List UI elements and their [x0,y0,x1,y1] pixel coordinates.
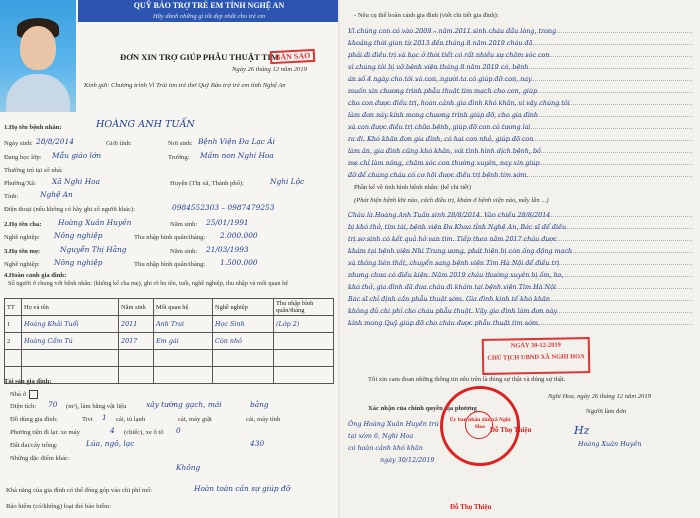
applicant-label: Người làm đơn [586,408,627,415]
table-row [5,333,334,350]
reason-text: vì chúng tôi bị vỡ bệnh viện tháng 8 năm 2019 có, bệnh [348,63,529,71]
commitment-text: Tôi xin cam đoan những thông tin nêu trên là đúng sự thật và đúng sự thật. [368,376,566,383]
table-cell [274,333,334,350]
car-label: (chiếc), xe ô tô [124,429,164,436]
reason-text: ra đi. Khó khăn đơn gia đình, có hai con nhỏ, giúp đỡ con [348,135,534,143]
table-cell: 2011 [119,316,154,333]
signing-date: Nghi Hoa, ngày 26 tháng 12 năm 2019 [548,393,651,400]
reason-text: đỡ để chúng cháu có cơ hội được điều trị bệnh tim sớm. [348,171,529,179]
roof-value: bằng [250,400,269,409]
father-year-label: Năm sinh: [170,221,198,228]
mother-year: 21/03/1993 [206,245,249,254]
copy-stamp: BẢN SAO [270,49,316,64]
study-value: Mẫu giáo lớn [52,151,102,160]
seal-star-ring [465,411,493,439]
insurance-label: Bảo hiểm (có/không) loại thẻ bảo hiểm: [6,503,112,510]
section-3-label: 3.Họ tên mẹ: [4,248,41,255]
intro-text: Kính gửi: Chương trình Vì Trái tim trẻ thơ Quỹ Bảo trợ trẻ em tỉnh Nghệ An [84,82,286,89]
table-cell: Hoàng Cẩm Tú [22,333,119,350]
local-confirm-line: có hoàn cảnh khó khăn [348,444,423,452]
right-page [340,0,700,518]
washer-label: cái, máy giặt [178,416,212,423]
phone-value: 0984552303 – 0987479253 [172,203,275,212]
dob-value: 28/8/2014 [36,137,74,146]
assets-title: Tài sản gia đình: [4,378,52,385]
banner-title: QUỸ BẢO TRỢ TRẺ EM TỈNH NGHỆ AN [133,1,285,10]
reason-text: làm đơn này kính mong chương trình giúp đỡ, cho gia đình [348,111,539,119]
illness-text: trị sơ sinh có kết quả hở van tim. Tiếp theo năm 2017 cháu được [348,235,557,243]
form-date: Ngày 26 tháng 12 năm 2019 [232,66,307,73]
section-2-label: 2.Họ tên cha: [4,221,42,228]
table-cell: Hoàng Khải Tuổi [22,316,119,333]
land-area: 430 [250,439,265,448]
form-title: ĐƠN XIN TRỢ GIÚP PHẪU THUẬT TIM [120,52,279,62]
reason-text: khoảng thời gian từ 2013 đến tháng 8 năm 2019 cháu đã [348,39,533,47]
material-value: xây tường gạch, mái [146,400,222,409]
school-value: Mầm non Nghi Hoa [200,151,274,160]
table-header: Họ và tên [22,299,119,316]
table-header: Năm sinh [119,299,154,316]
mother-name: Nguyễn Thị Hằng [60,245,127,254]
table-row [5,350,334,367]
hospital-value: Bệnh Viện Đa Lạc Ái [198,137,275,146]
reason-text: án số 4 ngày cho tôi và con, người ta có giúp đỡ con, nay [348,75,532,83]
sex-label: Giới tính: [106,140,132,147]
local-confirm-line: Ông Hoàng Xuân Huyền trú [348,420,439,428]
table-row [5,316,334,333]
reason-text: cho con được điều trị, hoàn cảnh gia đình khó khăn, vì vậy chúng tôi [348,99,570,107]
father-name: Hoàng Xuân Huyền [58,218,132,227]
material-label: (m²), làm bằng vật liệu [66,403,127,410]
father-job-label: Nghề nghiệp: [4,234,40,241]
reason-question: - Nêu cụ thể hoàn cảnh gia đình (viết chi tiết gia đình): [354,12,499,19]
table-cell: Học Sinh [213,316,274,333]
reason-text: làm ăn, gia đình cũng khó khăn, với tình hình dịch bệnh, bố [348,147,541,155]
illness-text: và thông liên thất, chuyển sang bệnh viện Tim Hà Nội để điều trị [348,259,560,267]
stamp-date: NGÀY 30-12-2019 [510,341,561,350]
land-value: Lúa, ngô, lạc [86,439,135,448]
tv-value: 1 [102,413,107,422]
address-label: Thường trú tại số nhà: [4,167,63,174]
mother-year-label: Năm sinh: [170,248,198,255]
ward-value: Xã Nghi Hoa [52,177,100,186]
local-confirm-line: ngày 30/12/2019 [380,456,435,464]
dob-label: Ngày sinh: [4,140,33,147]
table-cell: 1 [5,316,22,333]
province-value: Nghệ An [40,190,73,199]
illness-text: khó thở, gia đình đã đưa cháu đi khám tại bệnh viện Tim Hà Nội [348,283,556,291]
table-cell: 2 [5,333,22,350]
mother-job: Nông nghiệp [54,258,103,267]
mother-income-label: Thu nhập bình quân/tháng: [134,261,206,268]
district-value: Nghi Lộc [270,177,305,186]
stamp-org: CHỦ TỊCH UBND XÃ NGHI HOA [487,353,585,362]
reason-text: phải đi điều trị và học ở thời tiết có rất nhiều sự chăm sóc con [348,51,550,59]
area-value: 70 [48,400,58,409]
table-cell: Còn nhỏ [213,333,274,350]
photo-shirt [6,74,70,112]
computer-label: cái, máy tính [246,416,281,423]
other-label: Những đặc điểm khác: [10,455,70,462]
house-text: Nhà ở [10,391,27,399]
fridge-label: cái, tủ lạnh [116,416,146,423]
house-label [10,390,38,399]
illness-subquestion: (Phát hiện bệnh khi nào, cách điều trị, khám ở bệnh viện nào, mấy lần ...) [354,197,549,204]
table-header: Nghề nghiệp [213,299,274,316]
reason-text: và con được điều trị chữa bệnh, giúp đỡ con có tương lai [348,123,531,131]
ward-label: Phường/Xã: [4,180,36,187]
house-checkbox [29,390,38,399]
local-confirm-label: Xác nhận của chính quyền địa phương [368,405,477,412]
table-header: TT [5,299,22,316]
reason-line [348,164,692,177]
table-cell: (Lớp 2) [274,316,334,333]
illness-text: nhưng chưa có điều kiện. Năm 2019 cháu thường xuyên bị ốm, ho, [348,271,564,279]
table-cell: 2017 [119,333,154,350]
applicant-signature: Hz [574,424,590,437]
left-page [0,0,340,518]
reason-text: mẹ chỉ làm nông, chăm sóc con thường xuyên, nay xin giúp [348,159,540,167]
illness-text: kính mong Quỹ giúp đỡ cho cháu được phẫu thuật tim sớm. [348,319,540,327]
district-label: Huyện (Thị xã, Thành phố): [170,180,245,187]
illness-line [348,312,692,325]
illness-text: không đủ chi phí cho cháu phẫu thuật. Vậy gia đình làm đơn này [348,307,558,315]
reason-text: Vì chúng con có vào 2009 – năm 2011 sinh cháu đầu lòng, trong [348,27,557,35]
table-cell: Anh Trai [154,316,213,333]
illness-text: Cháu là Hoàng Anh Tuấn sinh 28/8/2014. Vào chiều 28/8/2014 [348,211,551,219]
official-name-stamp: Đỗ Thọ Thiệu [490,426,532,434]
hospital-label: Nơi sinh: [168,140,193,147]
father-year: 25/01/1991 [206,218,249,227]
other-value: Không [176,463,201,472]
applicant-name: Hoàng Xuân Huyền [578,440,642,448]
mother-income: 1.500.000 [220,258,258,267]
household-question: Số người ở chung với bệnh nhân: (không kể cha mẹ), ghi rõ họ tên, tuổi, nghề nghiệp, thu nhập và mối quan hệ [8,280,289,287]
table-header: Mối quan hệ [154,299,213,316]
seal-text: Ủy ban nhân dân xã Nghi Hoa [449,417,511,430]
area-label: Diện tích: [10,403,37,410]
father-job: Nông nghiệp [54,231,103,240]
motorbike-value: 4 [110,426,115,435]
table-header: Thu nhập bình quân/tháng [274,299,334,316]
photo-face [20,26,56,70]
section-4-label: 4.Hoàn cảnh gia đình: [4,272,67,279]
illness-text: bị khó thở, tím tái, bệnh viện Đa Khoa tỉnh Nghệ An, Bác sĩ để điều [348,223,567,231]
land-label: Đất đai/cây trồng: [10,442,58,449]
illness-text: Bác sĩ chỉ định cần phẫu thuật sớm. Gia đình kinh tế khó khăn [348,295,550,303]
section-1-label: 1.Họ tên bệnh nhân: [4,124,62,131]
official-name-bottom: Đỗ Thọ Thiệu [450,503,492,511]
pay-value: Hoàn toàn cần sự giúp đỡ [194,484,291,493]
study-label: Đang học lớp: [4,154,42,161]
mother-job-label: Nghề nghiệp: [4,261,40,268]
table-cell: Em gái [154,333,213,350]
tv-label: Tivi [82,416,93,423]
reason-text: muốn xin chương trình phẫu thuật tim mạch cho con, giúp [348,87,538,95]
school-label: Trường: [168,154,190,161]
patient-name: HOÀNG ANH TUẤN [96,119,195,130]
illness-text: khám tại bệnh viện Nhi Trung ương, phát hiện bị còn ống động mạch [348,247,573,255]
phone-label: Điện thoại (nếu không có hãy ghi số người khác): [4,206,136,213]
father-income: 2.000.000 [220,231,258,240]
transport-label: Phương tiện đi lại: xe máy [10,429,80,436]
table-header-row [5,299,334,316]
local-confirm-line: tại xóm 6, Nghi Hoa [348,432,414,440]
patient-photo [0,0,76,112]
pay-label: Khả năng của gia đình có thể đóng góp vào chi phí mổ: [6,487,153,494]
father-income-label: Thu nhập bình quân/tháng: [134,234,206,241]
car-value: 0 [176,426,181,435]
table-row [5,367,334,384]
devices-label: Đồ dùng gia đình: [10,416,58,423]
confirmation-stamp [482,337,591,375]
household-table [4,298,334,384]
province-label: Tỉnh: [4,193,19,200]
banner-subtitle: Hãy dành những gì tốt đẹp nhất cho trẻ em [152,13,266,20]
illness-question: Phần kể về tình hình bệnh nhân: (kể chi tiết) [354,184,472,191]
